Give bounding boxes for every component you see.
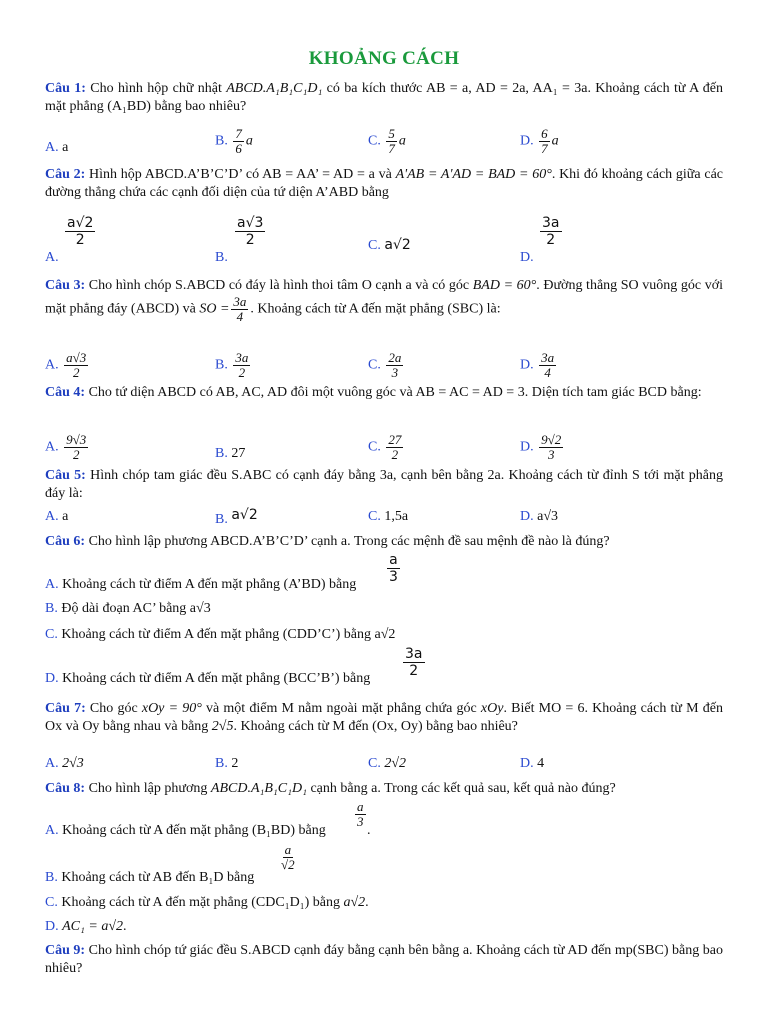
question-6 (45, 533, 723, 551)
question-label: Câu 2: (45, 167, 86, 182)
answer-a[interactable]: A. 2√3 (45, 756, 84, 771)
question-text: và một điểm M nằm ngoài mặt phẳng chứa góc (201, 701, 481, 716)
question-label: Câu 7: (45, 701, 86, 716)
question-text: Cho hình chóp tứ giác đều S.ABCD cạnh đáy bằng cạnh bên bằng a. Khoảng cách từ AD đến mp(SBC) bằng bao nhiêu? (45, 943, 723, 976)
answer-b[interactable]: B. Khoảng cách từ AB đến B₁D bằng $\frac{a}{√2}$ (45, 842, 295, 885)
question-label: Câu 4: (45, 385, 86, 400)
fraction: $\frac{9√3}{2}$ (66, 432, 87, 462)
formula: A'AB = A'AD = BAD = 60° (395, 167, 552, 182)
answer-c[interactable]: C. 2√2 (368, 756, 407, 771)
answer-c[interactable]: C. Khoảng cách từ điểm A đến mặt phẳng (CDD’C’) bằng a√2 (45, 627, 396, 642)
formula: BAD = 60° (472, 278, 537, 293)
answer-row-7 (45, 742, 723, 772)
answer-b[interactable]: B. a√2 (215, 507, 258, 527)
answer-a[interactable]: A. Khoảng cách từ A đến mặt phẳng (B₁BD) bằng $\frac{a}{3}$ . (45, 799, 371, 838)
question-label: Câu 1: (45, 81, 86, 96)
answer-d[interactable]: D. 4 (520, 756, 545, 771)
answer-a[interactable]: A. $\frac{9√3}{2}$ (45, 432, 87, 462)
question-8 (45, 780, 723, 798)
answer-row-1 (45, 126, 723, 156)
question-text: Cho hình lập phương (85, 781, 211, 796)
question-text: . Khoảng cách từ A đến mặt phẳng (SBC) là: (250, 301, 501, 317)
fraction: $\frac{a}{√2}$ (281, 842, 295, 872)
answer-c[interactable]: C. $\frac{5}{7}$ a (368, 126, 406, 156)
answer-b[interactable]: B. $\frac{a√3}{2}$ (215, 215, 264, 265)
question-text: Hình hộp ABCD.A’B’C’D’ có AB = AA’ = AD = a và (85, 167, 396, 182)
fraction: $\frac{a√2}{2}$ (67, 215, 94, 248)
question-text: . Khi đó khoảng cách giữa các đường thẳng chứa các cạnh đối diện của tứ diện A’ABD bằng (45, 167, 723, 200)
answer-c[interactable]: C. 1,5a (368, 509, 409, 524)
answer-a[interactable]: A. $\frac{a√3}{2}$ (45, 350, 87, 380)
answer-b[interactable]: B. 27 (215, 446, 246, 461)
answer-d[interactable]: D. $\frac{9√2}{3}$ (520, 432, 562, 462)
answer-b[interactable]: B. Độ dài đoạn AC’ bằng a√3 (45, 601, 211, 616)
formula: 2√5 (211, 719, 234, 734)
fraction: $\frac{3a}{4}$ (541, 350, 555, 380)
formula: xOy = 90° (141, 701, 202, 716)
fraction: $\frac{3a}{4}$ (233, 294, 247, 324)
fraction: $\frac{3a}{2}$ (235, 350, 249, 380)
fraction: $\frac{3a}{2}$ (405, 646, 423, 679)
fraction: $\frac{2a}{3}$ (388, 350, 402, 380)
answer-c[interactable]: C. Khoảng cách từ A đến mặt phẳng (CDC₁D₁) bằng a√2. (45, 895, 369, 910)
question-text: . Biết MO = 6. Khoảng cách từ M đến Ox và Oy bằng nhau và bằng (45, 701, 724, 734)
answer-row-5 (45, 498, 723, 528)
answer-d[interactable]: D. $\frac{3a}{2}$ (520, 215, 560, 265)
question-text: Cho hình lập phương ABCD.A’B’C’D’ cạnh a. Trong các mệnh đề sau mệnh đề nào là đúng? (85, 534, 610, 549)
answer-a[interactable]: A. a (45, 140, 69, 155)
fraction: $\frac{5}{7}$ (388, 126, 395, 156)
question-text: . Khoảng cách từ M đến (Ox, Oy) bằng bao nhiêu? (233, 719, 518, 734)
fraction: $\frac{a√3}{2}$ (237, 215, 264, 248)
answer-b[interactable]: B. 2 (215, 756, 239, 771)
answer-d[interactable]: D. $\frac{3a}{4}$ (520, 350, 555, 380)
question-label: Câu 3: (45, 278, 86, 293)
fraction: $\frac{27}{2}$ (388, 432, 402, 462)
question-4 (45, 384, 723, 402)
question-label: Câu 9: (45, 943, 86, 958)
formula: ABCD.A₁B₁C₁D₁ (210, 781, 307, 796)
question-text: Cho tứ diện ABCD có AB, AC, AD đôi một vuông góc và AB = AC = AD = 3. Diện tích tam giác BCD bằng: (85, 385, 702, 400)
fraction: $\frac{9√2}{3}$ (541, 432, 562, 462)
answer-d[interactable]: D. a√3 (520, 509, 559, 524)
question-1 (45, 80, 723, 116)
answer-row-3 (45, 350, 723, 380)
question-text: Cho hình hộp chữ nhật (85, 81, 227, 96)
question-text: cạnh bằng a. Trong các kết quả sau, kết quả nào đúng? (306, 781, 616, 796)
answer-row-4 (45, 432, 723, 462)
fraction: $\frac{a}{3}$ (357, 799, 364, 829)
answer-row-2 (45, 206, 723, 266)
fraction: $\frac{3a}{2}$ (542, 215, 560, 248)
answer-a[interactable]: A. a (45, 509, 69, 524)
answer-c[interactable]: C. $\frac{27}{2}$ (368, 432, 402, 462)
question-2 (45, 166, 723, 202)
question-7 (45, 700, 723, 736)
answer-b[interactable]: B. $\frac{3a}{2}$ (215, 350, 249, 380)
question-9 (45, 942, 723, 978)
answer-c[interactable]: C. $\frac{2a}{3}$ (368, 350, 402, 380)
answer-a[interactable]: A. $\frac{a√2}{2}$ (45, 215, 94, 265)
formula: SO = (199, 301, 230, 317)
formula: xOy (480, 701, 504, 716)
answer-d[interactable]: D. AC₁ = a√2. (45, 919, 127, 934)
question-3 (45, 277, 723, 324)
answer-b[interactable]: B. $\frac{7}{6}$ a (215, 126, 253, 156)
question-text: có ba kích thước AB = a, AD = 2a, AA₁ = 3a. Khoảng cách từ A đến mặt phẳng (A₁BD) bằng bao nhiêu? (45, 81, 723, 114)
question-text: Cho hình chóp S.ABCD có đáy là hình thoi tâm O cạnh a và có góc (85, 278, 473, 293)
answer-c[interactable]: C. a√2 (368, 237, 411, 253)
question-text: Hình chóp tam giác đều S.ABC có cạnh đáy bằng 3a, cạnh bên bằng 2a. Khoảng cách từ đỉnh S tới mặt phẳng đáy là: (45, 468, 723, 501)
fraction: $\frac{7}{6}$ (235, 126, 242, 156)
fraction: $\frac{a√3}{2}$ (66, 350, 87, 380)
fraction: $\frac{6}{7}$ (541, 126, 548, 156)
question-label: Câu 8: (45, 781, 86, 796)
fraction: $\frac{a}{3}$ (389, 552, 398, 585)
question-text: . Đường thẳng SO vuông góc với mặt phẳng đáy (ABCD) và (45, 278, 723, 317)
answer-a[interactable]: A. Khoảng cách từ điểm A đến mặt phẳng (A’BD) bằng $\frac{a}{3}$ (45, 552, 398, 592)
page-title: KHOẢNG CÁCH (308, 48, 460, 69)
question-label: Câu 5: (45, 468, 86, 483)
answer-d[interactable]: D. Khoảng cách từ điểm A đến mặt phẳng (BCC’B’) bằng $\frac{3a}{2}$ (45, 646, 423, 686)
question-label: Câu 6: (45, 534, 86, 549)
answer-d[interactable]: D. $\frac{6}{7}$ a (520, 126, 559, 156)
question-text: Cho góc (85, 701, 142, 716)
formula: ABCD.A₁B₁C₁D₁ (226, 81, 323, 96)
